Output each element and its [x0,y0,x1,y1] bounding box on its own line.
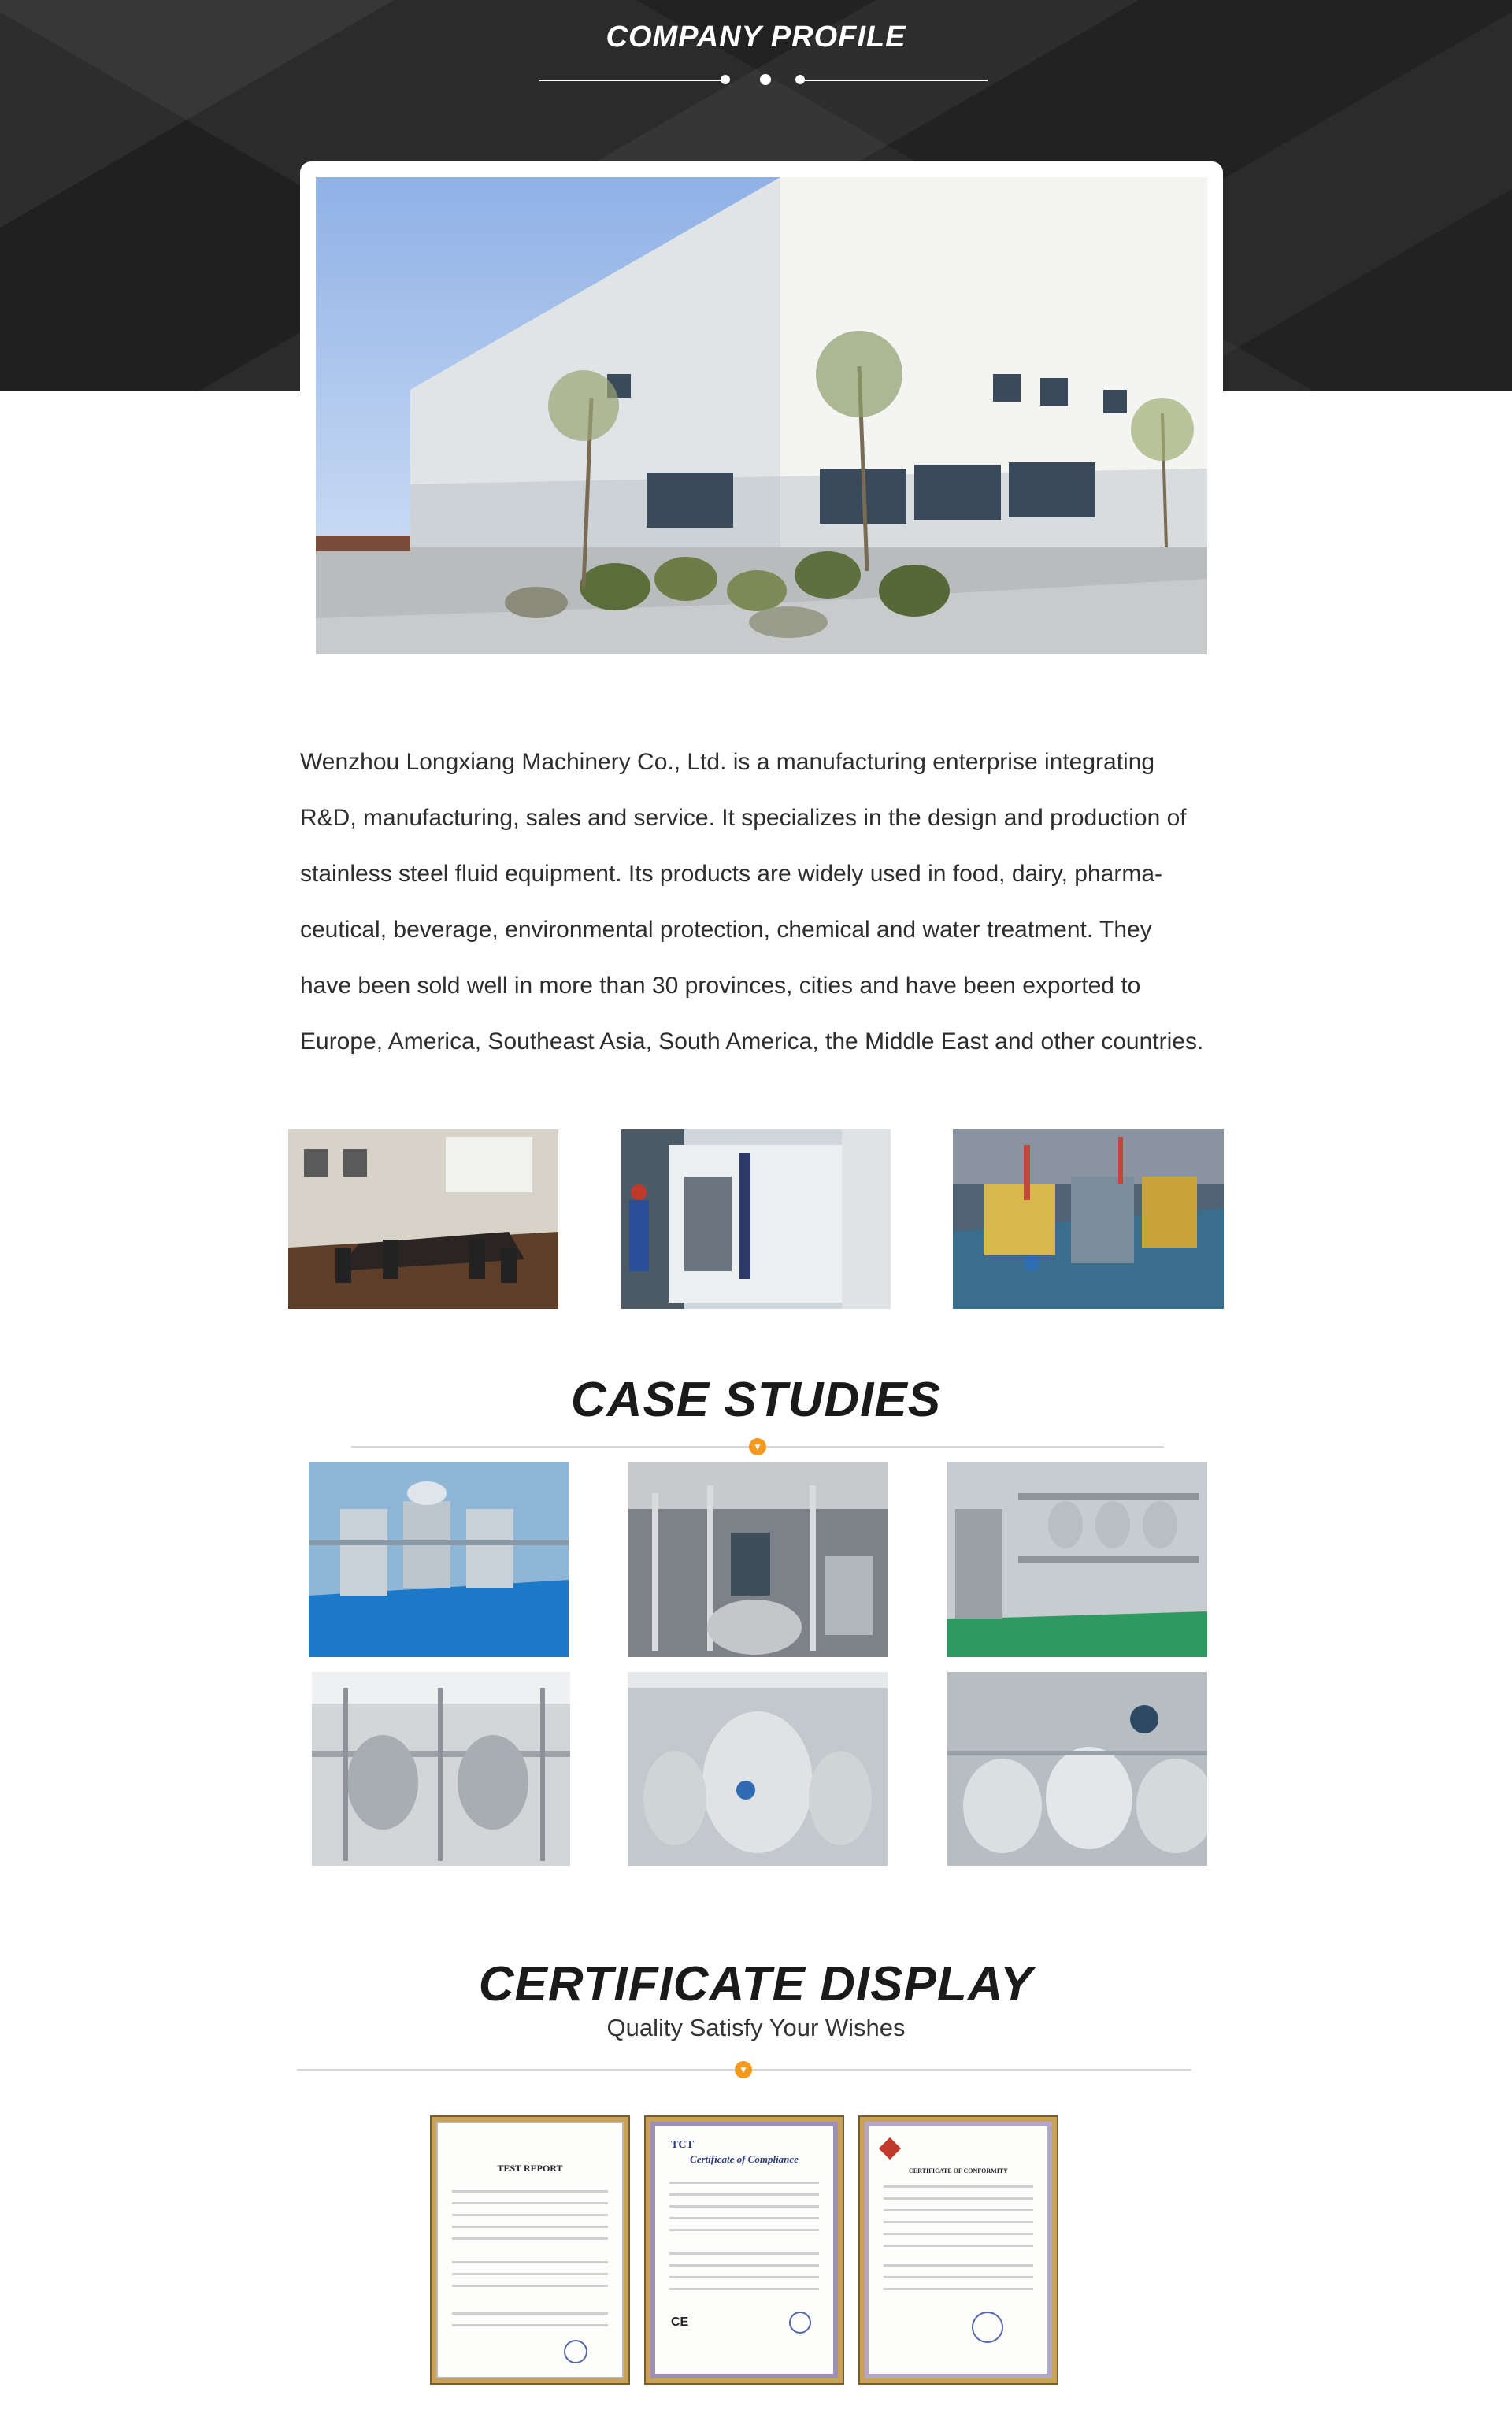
title-divider-dot [721,75,730,84]
intro-line: Europe, America, Southeast Asia, South America, the Middle East and other countries. [300,1029,1204,1055]
case-study-photo [628,1672,888,1866]
certificate-text-line [884,2233,1033,2235]
company-introduction [300,734,1245,1070]
certificate-text-line [884,2209,1033,2211]
certificate-document [865,2122,1052,2378]
certificate-subheading: Certificate of Compliance [690,2153,799,2165]
certificate-stamp [564,2340,587,2363]
ce-mark-icon: CE [671,2315,689,2329]
meeting-room-photo [288,1129,558,1309]
certificate-divider-dot: ▼ [735,2061,752,2078]
certificate-conformity [858,2115,1058,2385]
certificate-document [436,2122,624,2378]
certificate-heading: TEST REPORT [497,2163,563,2174]
title-divider-dot [760,74,771,85]
certificate-text-line [669,2205,819,2208]
case-studies-title: CASE STUDIES [570,1373,942,1427]
case-study-photo [628,1462,888,1657]
certificate-text-line [452,2237,608,2240]
certificate-test-report [430,2115,630,2385]
certificate-text-line [884,2185,1033,2188]
title-divider-left [539,80,726,81]
certificate-text-line [452,2273,608,2275]
workshop-photo [953,1129,1224,1309]
certificate-text-line [884,2245,1033,2247]
certificate-text-line [452,2202,608,2204]
certificate-text-line [452,2214,608,2216]
certificate-text-line [884,2221,1033,2223]
certificate-stamp [972,2312,1003,2343]
certificate-text-line [452,2312,608,2315]
profile-title: COMPANY PROFILE [606,20,906,54]
certificate-text-line [669,2276,819,2278]
certificate-stamp [789,2312,811,2334]
certificate-text-line [669,2264,819,2267]
case-studies-divider-dot: ▼ [749,1438,766,1455]
intro-line: ceutical, beverage, environmental protection, chemical and water treatment. They [300,917,1152,943]
foce-logo-icon [879,2137,901,2160]
certificate-text-line [452,2226,608,2228]
certificate-text-line [669,2217,819,2219]
certificate-text-line [669,2252,819,2255]
intro-line: Wenzhou Longxiang Machinery Co., Ltd. is a manufacturing enterprise integrating [300,749,1155,775]
company-building-image [316,177,1207,654]
intro-line: R&D, manufacturing, sales and service. It specializes in the design and production of [300,805,1187,831]
title-divider-right [800,80,988,81]
certificate-compliance [644,2115,844,2385]
certificate-text-line [452,2324,608,2326]
laser-machine-photo [621,1129,891,1309]
certificate-text-line [884,2197,1033,2200]
certificate-heading: CERTIFICATE OF CONFORMITY [909,2167,1008,2174]
company-photo-card [300,161,1223,665]
certificate-heading: TCT [671,2139,694,2151]
case-study-photo [312,1672,570,1866]
case-study-photo [947,1672,1207,1866]
case-study-photo [947,1462,1207,1657]
certificate-text-line [884,2276,1033,2278]
intro-line: have been sold well in more than 30 provinces, cities and have been exported to [300,973,1141,999]
certificate-document [650,2122,838,2378]
certificate-text-line [884,2264,1033,2267]
certificate-text-line [669,2288,819,2290]
case-study-photo [309,1462,569,1657]
certificate-text-line [452,2261,608,2263]
certificate-text-line [669,2182,819,2184]
certificate-display-title: CERTIFICATE DISPLAY [478,1957,1034,2011]
certificate-text-line [452,2285,608,2287]
intro-line: stainless steel fluid equipment. Its products are widely used in food, dairy, pharma- [300,861,1162,887]
certificate-text-line [884,2288,1033,2290]
certificate-display-subtitle: Quality Satisfy Your Wishes [606,2014,906,2041]
certificate-text-line [669,2193,819,2196]
certificate-text-line [669,2229,819,2231]
certificate-text-line [452,2190,608,2193]
